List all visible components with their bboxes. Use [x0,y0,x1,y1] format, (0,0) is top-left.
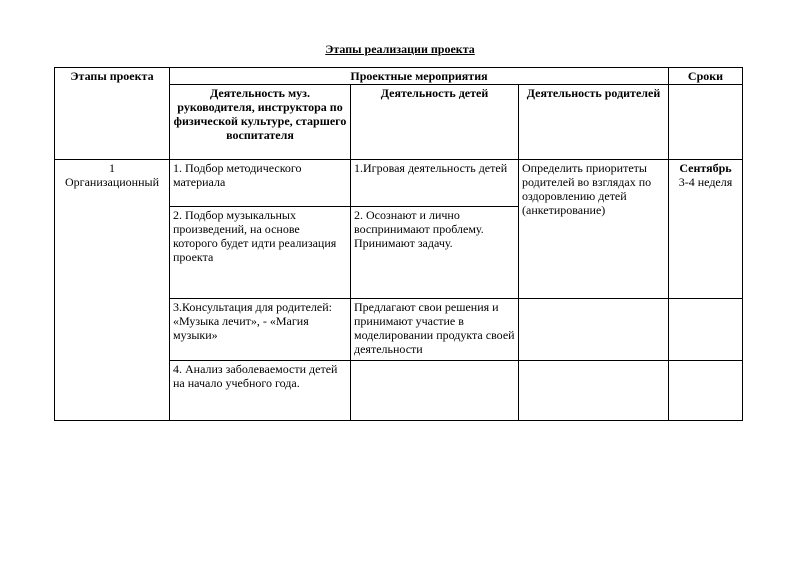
terms-empty-4 [669,361,743,421]
project-stages-table [54,67,743,421]
parents-activity-4 [519,361,669,421]
parents-activity-3 [519,299,669,361]
header-stages: Этапы проекта [55,68,170,160]
staff-activity-4: 4. Анализ заболеваемости детей на начало учебного года. [170,361,351,421]
children-activity-2: 2. Осознают и лично воспринимают проблему. Принимают задачу. [351,207,519,299]
staff-activity-1: 1. Подбор методического материала [170,160,351,207]
terms-weeks: 3-4 неделя [678,175,733,189]
terms-cell [669,160,743,299]
stage-cell [55,160,170,421]
header-children-activity: Деятельность детей [351,85,519,160]
header-staff-activity: Деятельность муз. руководителя, инструктора по физической культуре, старшего воспитателя [170,85,351,160]
terms-empty-3 [669,299,743,361]
stage-number: 1 [109,161,115,175]
terms-month: Сентябрь [679,161,732,175]
header-activities: Проектные мероприятия [170,68,669,85]
staff-activity-3: 3.Консультация для родителей: «Музыка лечит», - «Магия музыки» [170,299,351,361]
stage-name: Организационный [65,175,159,189]
children-activity-4 [351,361,519,421]
header-parents-activity: Деятельность родителей [519,85,669,160]
staff-activity-2: 2. Подбор музыкальных произведений, на основе которого будет идти реализация проекта [170,207,351,299]
children-activity-3: Предлагают свои решения и принимают участие в моделировании продукта своей деятельности [351,299,519,361]
table-row [55,160,743,207]
header-row-top [55,68,743,85]
document-title: Этапы реализации проекта [325,42,475,56]
header-terms: Сроки [669,68,743,85]
children-activity-1: 1.Игровая деятельность детей [351,160,519,207]
parents-activity-1: Определить приоритеты родителей во взглядах по оздоровлению детей (анкетирование) [519,160,669,299]
header-terms-empty [669,85,743,160]
